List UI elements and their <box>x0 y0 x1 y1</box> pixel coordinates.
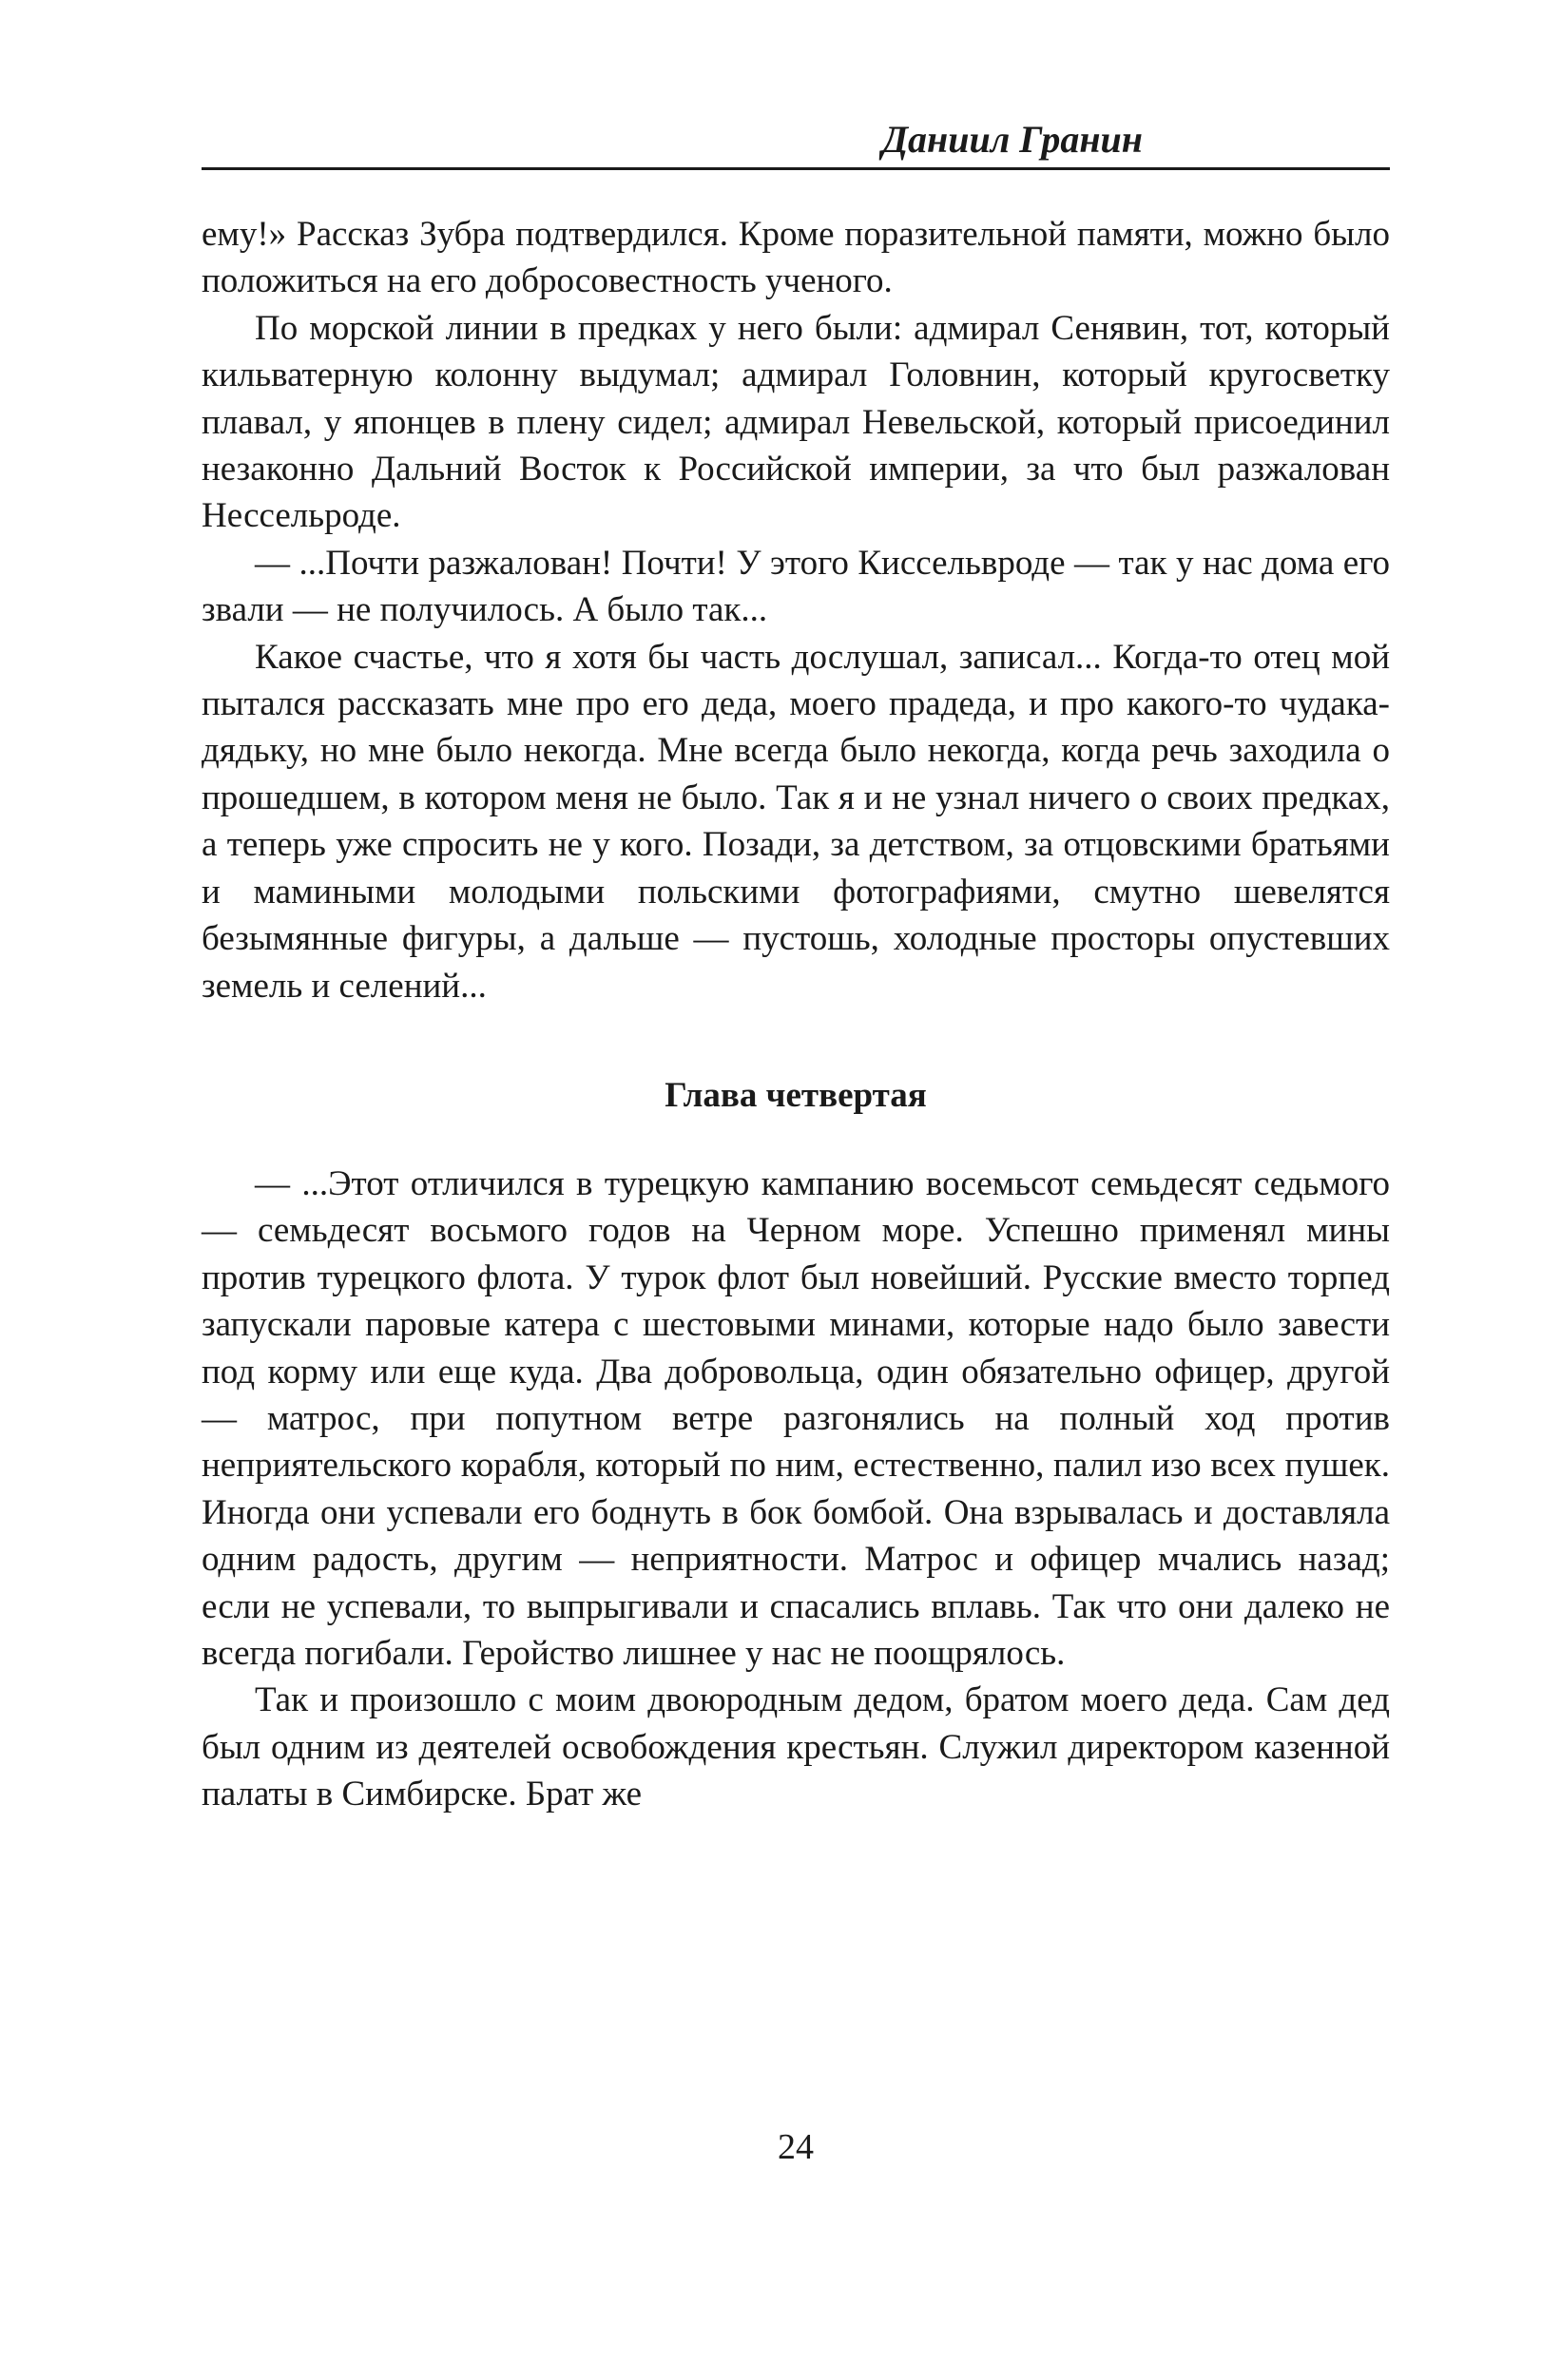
book-page <box>202 0 1390 2380</box>
paragraph-6: Так и произошло с моим двоюродным дедом, братом моего деда. Сам дед был одним из деятелей освобождения крестьян. Служил директором казенной палаты в Симбирске. Брат же <box>202 1680 1390 1814</box>
page-number: 24 <box>778 2127 814 2167</box>
paragraph-2: По морской линии в предках у него были: адмирал Сенявин, тот, который кильватерную колонну выдумал; адмирал Головнин, который кругосветку плавал, у японцев в плену сидел; адмирал Невельской, который присоединил незаконно Дальний Восток к Российской империи, за что был разжалован Нессельроде. <box>202 308 1390 536</box>
body-text <box>202 211 1390 1818</box>
running-head-title: Даниил Гранин <box>881 118 1143 161</box>
paragraph-3: — ...Почти разжалован! Почти! У этого Киссельвроде — так у нас дома его звали — не получилось. А было так... <box>202 543 1390 630</box>
running-head <box>202 116 1390 163</box>
header-rule <box>202 167 1390 170</box>
paragraph-5: — ...Этот отличился в турецкую кампанию восемьсот семьдесят седьмого — семьдесят восьмого годов на Черном море. Успешно применял мины против турецкого флота. У турок флот был новейший. Русские вместо торпед запускали паровые катера с шестовыми минами, которые надо было завести под корму или еще куда. Два добровольца, один обязательно офицер, другой — матрос, при попутном ветре разгонялись на полный ход против неприятельского корабля, который по ним, естественно, палил изо всех пушек. Иногда они успевали его боднуть в бок бомбой. Она взрывалась и доставляла одним радость, другим — неприятности. Матрос и офицер мчались назад; если не успевали, то выпрыгивали и спасались вплавь. Так что они далеко не всегда погибали. Геройство лишнее у нас не поощрялось. <box>202 1163 1390 1673</box>
paragraph-4: Какое счастье, что я хотя бы часть дослушал, записал... Когда-то отец мой пытался рассказать мне про его деда, моего прадеда, и про какого-то чудака-дядьку, но мне было некогда. Мне всегда было некогда, когда речь заходила о прошедшем, в котором меня не было. Так я и не узнал ничего о своих предках, а теперь уже спросить не у кого. Позади, за детством, за отцовскими братьями и мамиными молодыми польскими фотографиями, смутно шевелятся безымянные фигуры, а дальше — пустошь, холодные просторы опустевших земель и селений... <box>202 637 1390 1006</box>
chapter-title: Глава четвертая <box>665 1075 927 1115</box>
paragraph-1: ему!» Рассказ Зубра подтвердился. Кроме поразительной памяти, можно было положиться на его добросовестность ученого. <box>202 215 1390 301</box>
